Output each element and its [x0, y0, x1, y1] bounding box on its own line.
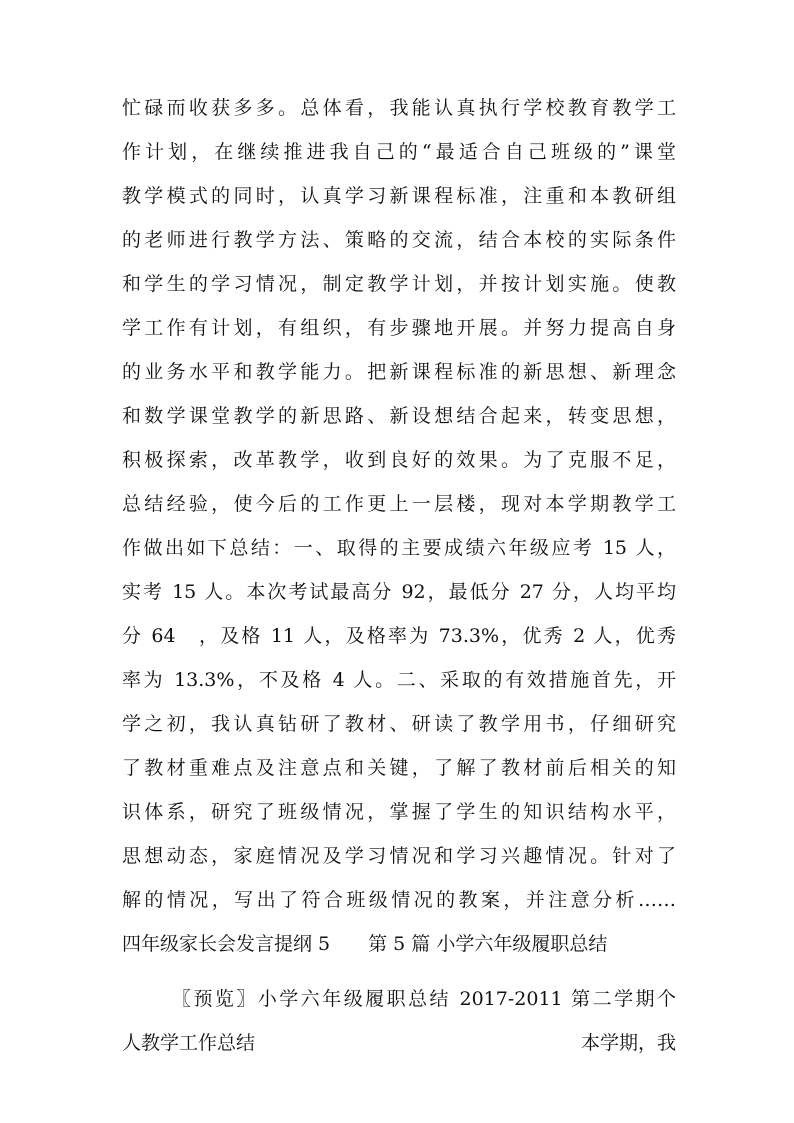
paragraph-line: 作做出如下总结：一、取得的主要成绩六年级应考 15 人，: [122, 537, 676, 559]
paragraph-line: 实考 15 人。本次考试最高分 92，最低分 27 分，人均平均: [122, 581, 676, 603]
paragraph-line: 识体系，研究了班级情况，掌握了学生的知识结构水平，: [122, 801, 676, 823]
paragraph-line: 学之初，我认真钻研了教材、研读了教学用书，仔细研究: [122, 713, 676, 735]
last-line-left-text: 人教学工作总结: [122, 1032, 256, 1054]
paragraph-line: 了教材重难点及注意点和关键，了解了教材前后相关的知: [122, 757, 676, 779]
last-line: [122, 1021, 676, 1065]
paragraph-line: 的老师进行教学方法、策略的交流，结合本校的实际条件: [122, 229, 676, 251]
paragraph-line: 解的情况，写出了符合班级情况的教案，并注意分析……: [122, 889, 676, 911]
last-line-right-text: 本学期，我: [580, 1032, 676, 1054]
paragraph-line: 和数学课堂教学的新思路、新设想结合起来，转变思想，: [122, 405, 676, 427]
paragraph-line: 和学生的学习情况，制定教学计划，并按计划实施。使教: [122, 273, 676, 295]
chapter-heading-line: 四年级家长会发言提纲 5 第 5 篇 小学六年级履职总结: [122, 933, 608, 955]
paragraph-line: 思想动态，家庭情况及学习情况和学习兴趣情况。针对了: [122, 845, 676, 867]
paragraph-line: 忙碌而收获多多。总体看，我能认真执行学校教育教学工: [122, 97, 676, 119]
preview-line: 〖预览〗小学六年级履职总结 2017-2011 第二学期个: [172, 988, 676, 1010]
paragraph-line: 作计划，在继续推进我自己的“最适合自己班级的”课堂: [122, 141, 676, 163]
paragraph-line: 总结经验，使今后的工作更上一层楼，现对本学期教学工: [122, 493, 676, 515]
paragraph-line: 积极探索，改革教学，收到良好的效果。为了克服不足，: [122, 449, 676, 471]
paragraph-line: 率为 13.3%，不及格 4 人。二、采取的有效措施首先，开: [122, 669, 676, 691]
paragraph-line: 分 64 ，及格 11 人，及格率为 73.3%，优秀 2 人，优秀: [122, 625, 676, 647]
paragraph-line: 的业务水平和教学能力。把新课程标准的新思想、新理念: [122, 361, 676, 383]
paragraph-line: 教学模式的同时，认真学习新课程标准，注重和本教研组: [122, 185, 676, 207]
paragraph-line: 学工作有计划，有组织，有步骤地开展。并努力提高自身: [122, 317, 676, 339]
